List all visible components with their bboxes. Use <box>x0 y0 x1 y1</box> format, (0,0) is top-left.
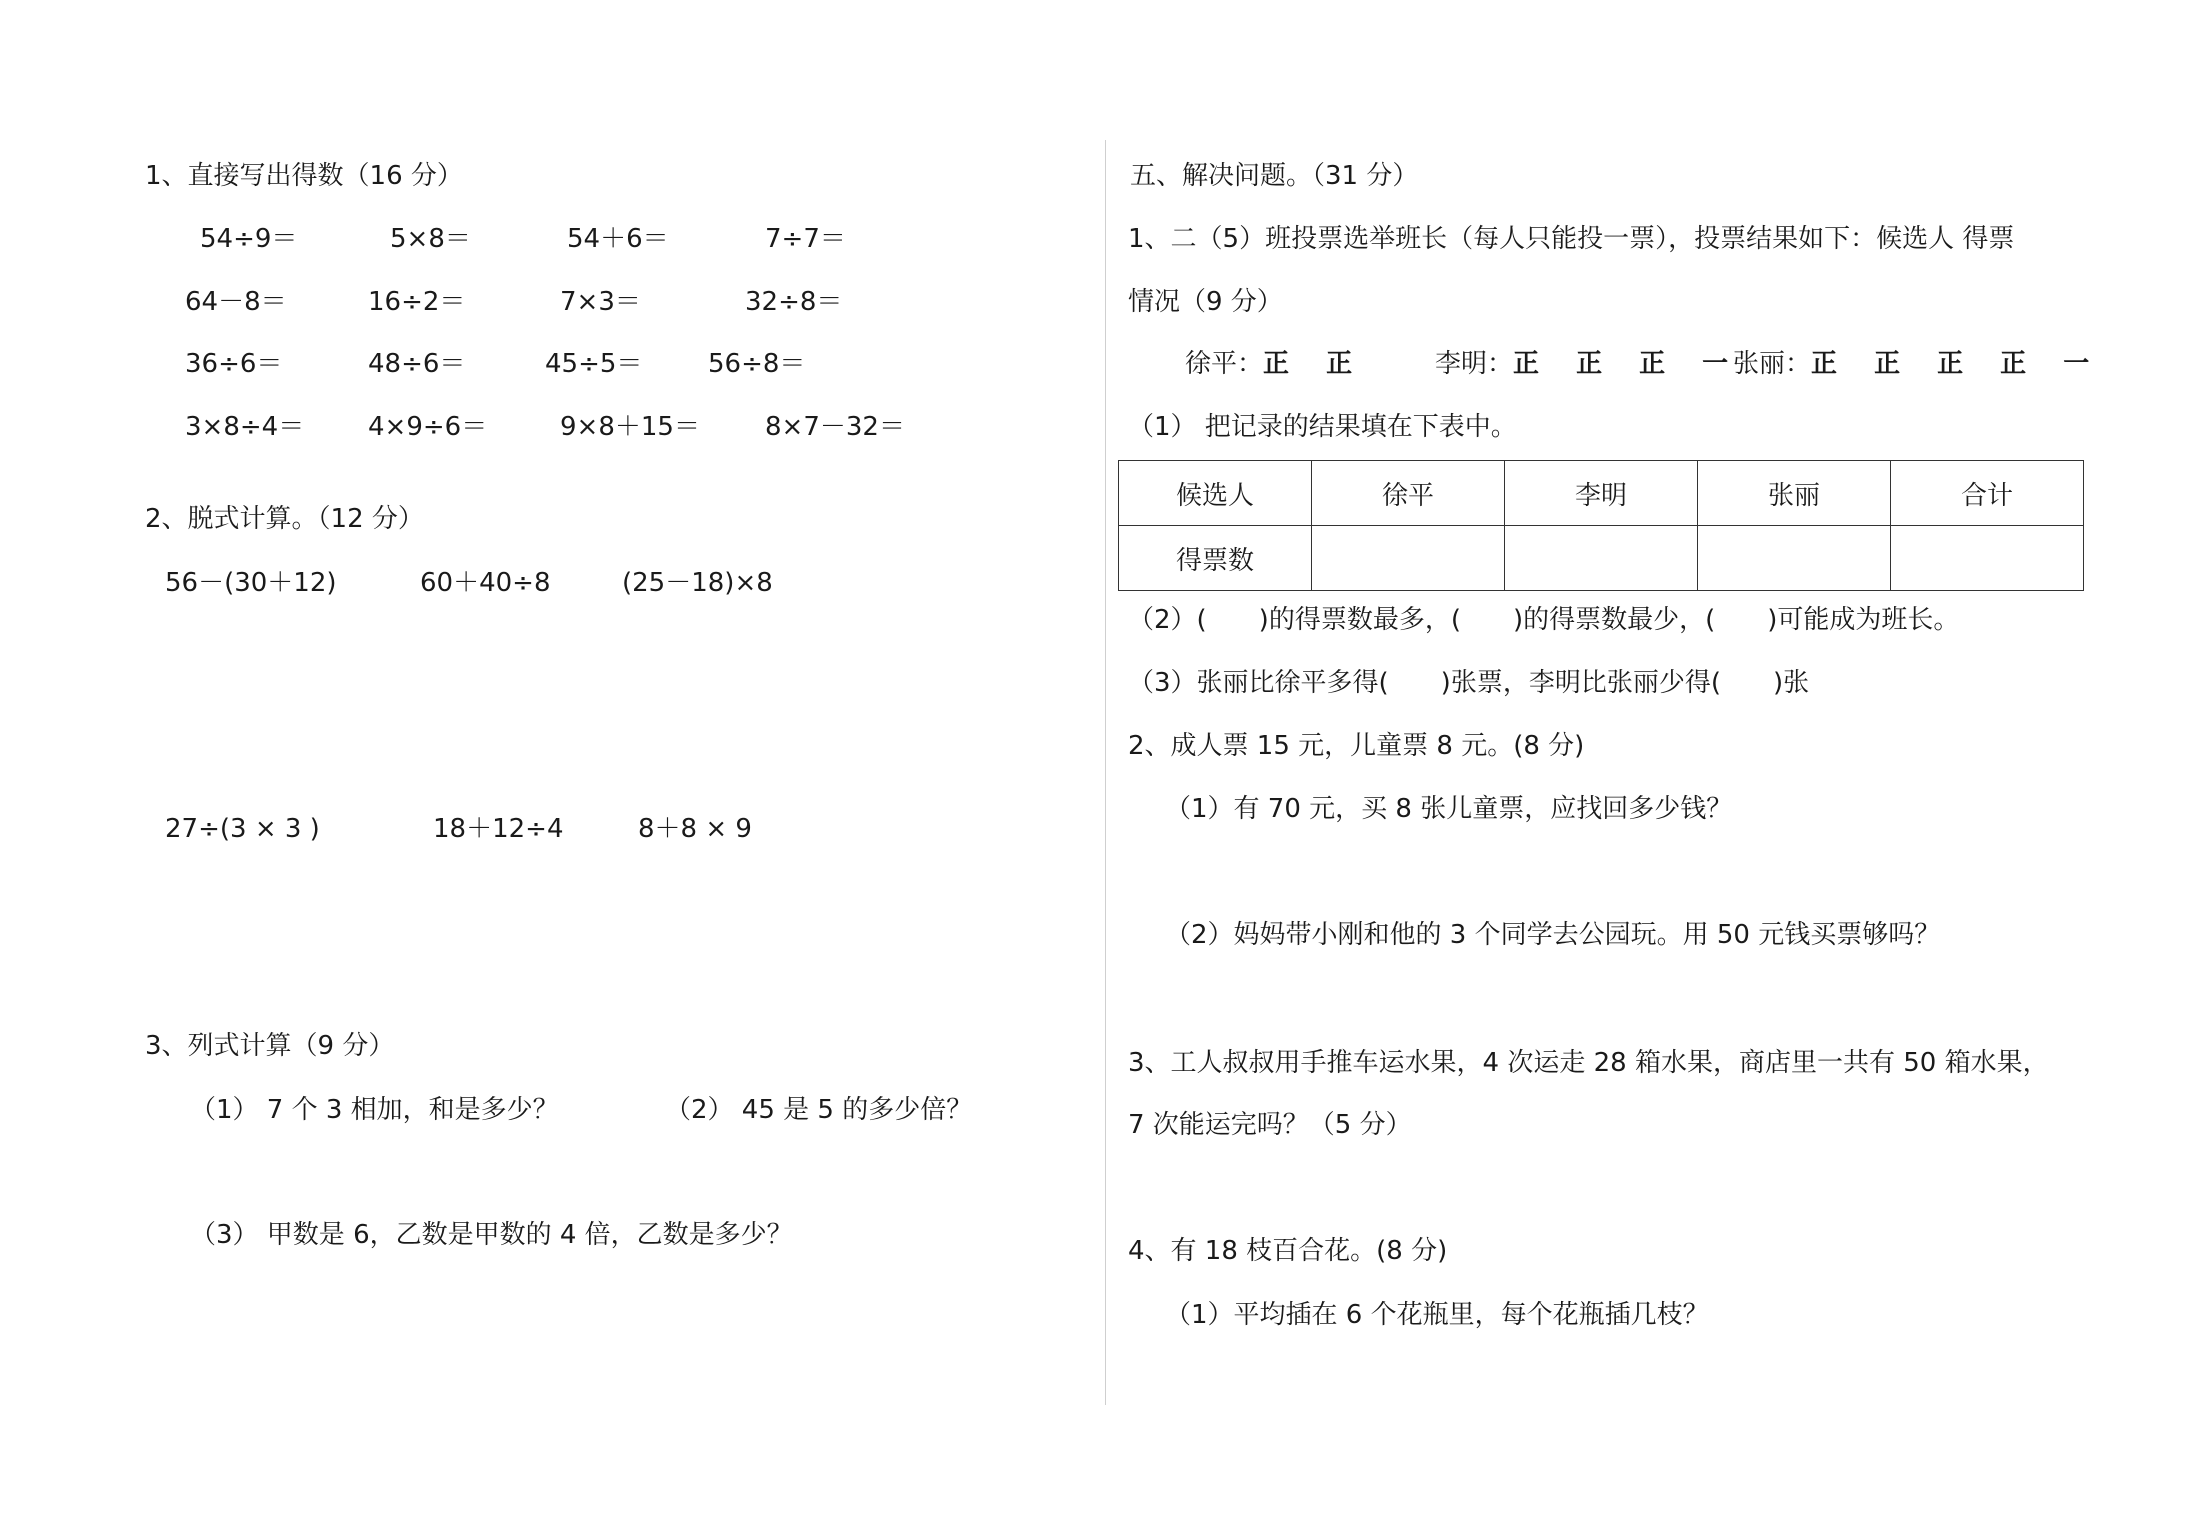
answer-cell-xuping[interactable] <box>1312 526 1505 591</box>
r-q1-line-1: 1、二（5）班投票选举班长（每人只能投一票），投票结果如下：候选人 得票 <box>1128 224 2015 254</box>
q1-item: 48÷6＝ <box>368 349 466 379</box>
table-header-cell: 张丽 <box>1698 461 1891 526</box>
q1-item: 54＋6＝ <box>567 224 669 254</box>
q1-item: 36÷6＝ <box>185 349 283 379</box>
r-q3-line-1: 3、工人叔叔用手推车运水果，4 次运走 28 箱水果，商店里一共有 50 箱水果， <box>1128 1048 2049 1078</box>
tally-marks: 正 正 正 一 <box>1513 349 1743 379</box>
table-header-cell: 候选人 <box>1119 461 1312 526</box>
r-q4-title: 4、有 18 枝百合花。(8 分) <box>1128 1236 1448 1266</box>
q3-part-3: （3） 甲数是 6，乙数是甲数的 4 倍，乙数是多少？ <box>190 1220 793 1250</box>
table-header-cell: 合计 <box>1891 461 2084 526</box>
q1-item: 16÷2＝ <box>368 287 466 317</box>
section-five-title: 五、解决问题。（31 分） <box>1130 161 1419 191</box>
r-q1-sub-2: （2）( )的得票数最多，( )的得票数最少，( )可能成为班长。 <box>1128 605 1960 635</box>
tally-name: 李明： <box>1435 349 1514 379</box>
q1-item: 7÷7＝ <box>765 224 846 254</box>
tally-zhangli <box>1733 351 2103 377</box>
r-q1-sub-3: （3）张丽比徐平多得( )张票，李明比张丽少得( )张 <box>1128 668 1810 698</box>
q1-item: 64－8＝ <box>185 287 287 317</box>
q1-item: 56÷8＝ <box>708 349 806 379</box>
q3-part-1: （1） 7 个 3 相加，和是多少？ <box>190 1095 559 1125</box>
table-row <box>1119 526 2084 591</box>
r-q2-part-1: （1）有 70 元，买 8 张儿童票，应找回多少钱？ <box>1165 794 1733 824</box>
table-header-cell: 李明 <box>1505 461 1698 526</box>
tally-xuping <box>1185 351 1366 377</box>
q2-item: 27÷(3 × 3 ) <box>165 814 320 844</box>
q2-item: 18＋12÷4 <box>433 814 564 844</box>
column-divider <box>1105 140 1106 1405</box>
table-header-cell: 徐平 <box>1312 461 1505 526</box>
r-q4-part-1: （1）平均插在 6 个花瓶里，每个花瓶插几枝？ <box>1165 1300 1709 1330</box>
q1-item: 4×9÷6＝ <box>368 412 488 442</box>
answer-cell-total[interactable] <box>1891 526 2084 591</box>
q2-item: 8＋8 × 9 <box>638 814 752 844</box>
table-row-label: 得票数 <box>1119 526 1312 591</box>
answer-cell-liming[interactable] <box>1505 526 1698 591</box>
q1-item: 54÷9＝ <box>200 224 298 254</box>
q1-item: 32÷8＝ <box>745 287 843 317</box>
tally-name: 张丽： <box>1733 349 1812 379</box>
q2-item: 60＋40÷8 <box>420 568 551 598</box>
q1-item: 45÷5＝ <box>545 349 643 379</box>
q2-item: (25－18)×8 <box>622 568 773 598</box>
tally-marks: 正 正 正 正 一 <box>1811 349 2104 379</box>
q2-item: 56－(30＋12) <box>165 568 337 598</box>
answer-cell-zhangli[interactable] <box>1698 526 1891 591</box>
r-q3-line-2: 7 次能运完吗？（5 分） <box>1128 1110 1412 1140</box>
q3-part-2: （2） 45 是 5 的多少倍？ <box>665 1095 973 1125</box>
q1-item: 3×8÷4＝ <box>185 412 305 442</box>
q1-title: 1、直接写出得数（16 分） <box>145 161 463 191</box>
q2-title: 2、脱式计算。（12 分） <box>145 504 424 534</box>
tally-liming <box>1435 351 1742 377</box>
q1-item: 8×7－32＝ <box>765 412 905 442</box>
r-q1-sub-1: （1） 把记录的结果填在下表中。 <box>1128 412 1517 442</box>
tally-marks: 正 正 <box>1263 349 1367 379</box>
table-header-row <box>1119 461 2084 526</box>
vote-table <box>1118 460 2084 591</box>
q1-item: 9×8＋15＝ <box>560 412 700 442</box>
q3-title: 3、列式计算（9 分） <box>145 1031 395 1061</box>
r-q1-line-2: 情况（9 分） <box>1128 287 1283 317</box>
tally-name: 徐平： <box>1185 349 1264 379</box>
q1-item: 5×8＝ <box>390 224 471 254</box>
r-q2-part-2: （2）妈妈带小刚和他的 3 个同学去公园玩。用 50 元钱买票够吗？ <box>1165 920 1941 950</box>
q1-item: 7×3＝ <box>560 287 641 317</box>
r-q2-title: 2、成人票 15 元，儿童票 8 元。(8 分) <box>1128 731 1585 761</box>
